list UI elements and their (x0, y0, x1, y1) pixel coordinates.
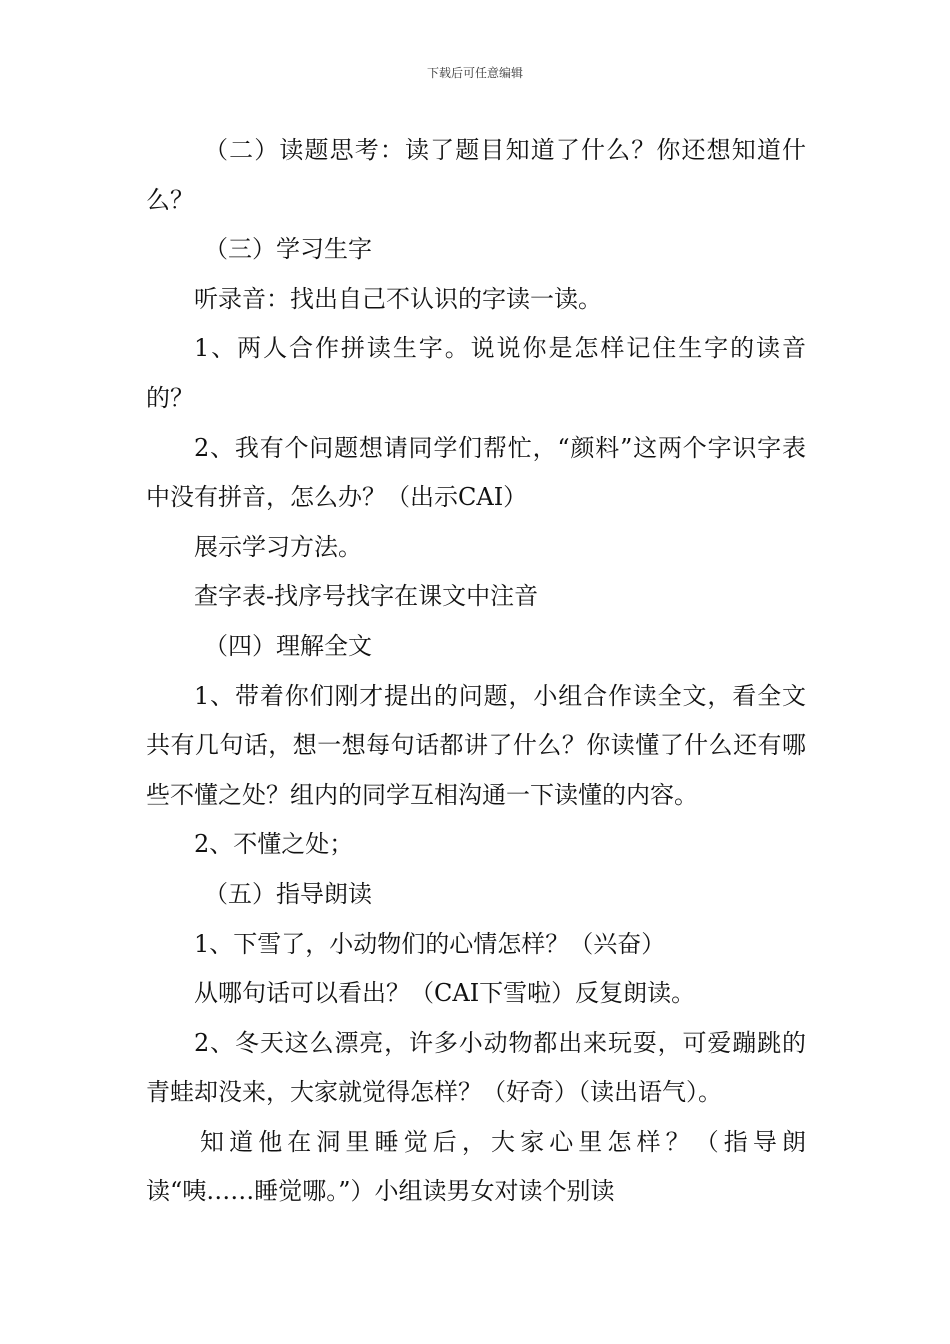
paragraph-question: 2、我有个问题想请同学们帮忙，“颜料”这两个字识字表中没有拼音，怎么办？（出示CAI） (146, 433, 806, 512)
paragraph-which-sentence: 从哪句话可以看出？（CAI下雪啦）反复朗读。 (194, 979, 696, 1008)
header-note: 下载后可任意编辑 (426, 66, 523, 80)
paragraph-section-heading: （四）理解全文 (204, 631, 372, 660)
paragraph-pair-reading: 1、两人合作拼读生字。说说你是怎样记住生字的读音的？ (146, 334, 806, 412)
paragraph-snow-question: 1、下雪了，小动物们的心情怎样？（兴奋） (194, 929, 666, 958)
paragraph-sleeping-frog: 知道他在洞里睡觉后，大家心里怎样？（指导朗读“咦……睡觉哪。”）小组读男女对读个别读 (146, 1127, 806, 1206)
document-body (146, 126, 806, 1217)
paragraph-lookup-steps: 查字表-找序号找字在课文中注音 (194, 582, 539, 611)
paragraph-show-method: 展示学习方法。 (194, 532, 362, 561)
paragraph-group-reading: 1、带着你们刚才提出的问题，小组合作读全文，看全文共有几句话，想一想每句话都讲了什么？你读懂了什么还有哪些不懂之处？组内的同学互相沟通一下读懂的内容。 (146, 681, 806, 809)
paragraph-listen-recording: 听录音：找出自己不认识的字读一读。 (194, 284, 602, 313)
paragraph-unclear-points: 2、不懂之处； (194, 830, 354, 859)
paragraph-winter-frog: 2、冬天这么漂亮，许多小动物都出来玩耍，可爱蹦跳的青蛙却没来，大家就觉得怎样？（好奇）（读出语气）。 (146, 1028, 806, 1107)
paragraph-section-heading: （五）指导朗读 (204, 879, 372, 908)
paragraph-section-heading: （三）学习生字 (204, 235, 372, 264)
paragraph-reading-title: （二）读题思考：读了题目知道了什么？你还想知道什么？ (146, 136, 806, 214)
